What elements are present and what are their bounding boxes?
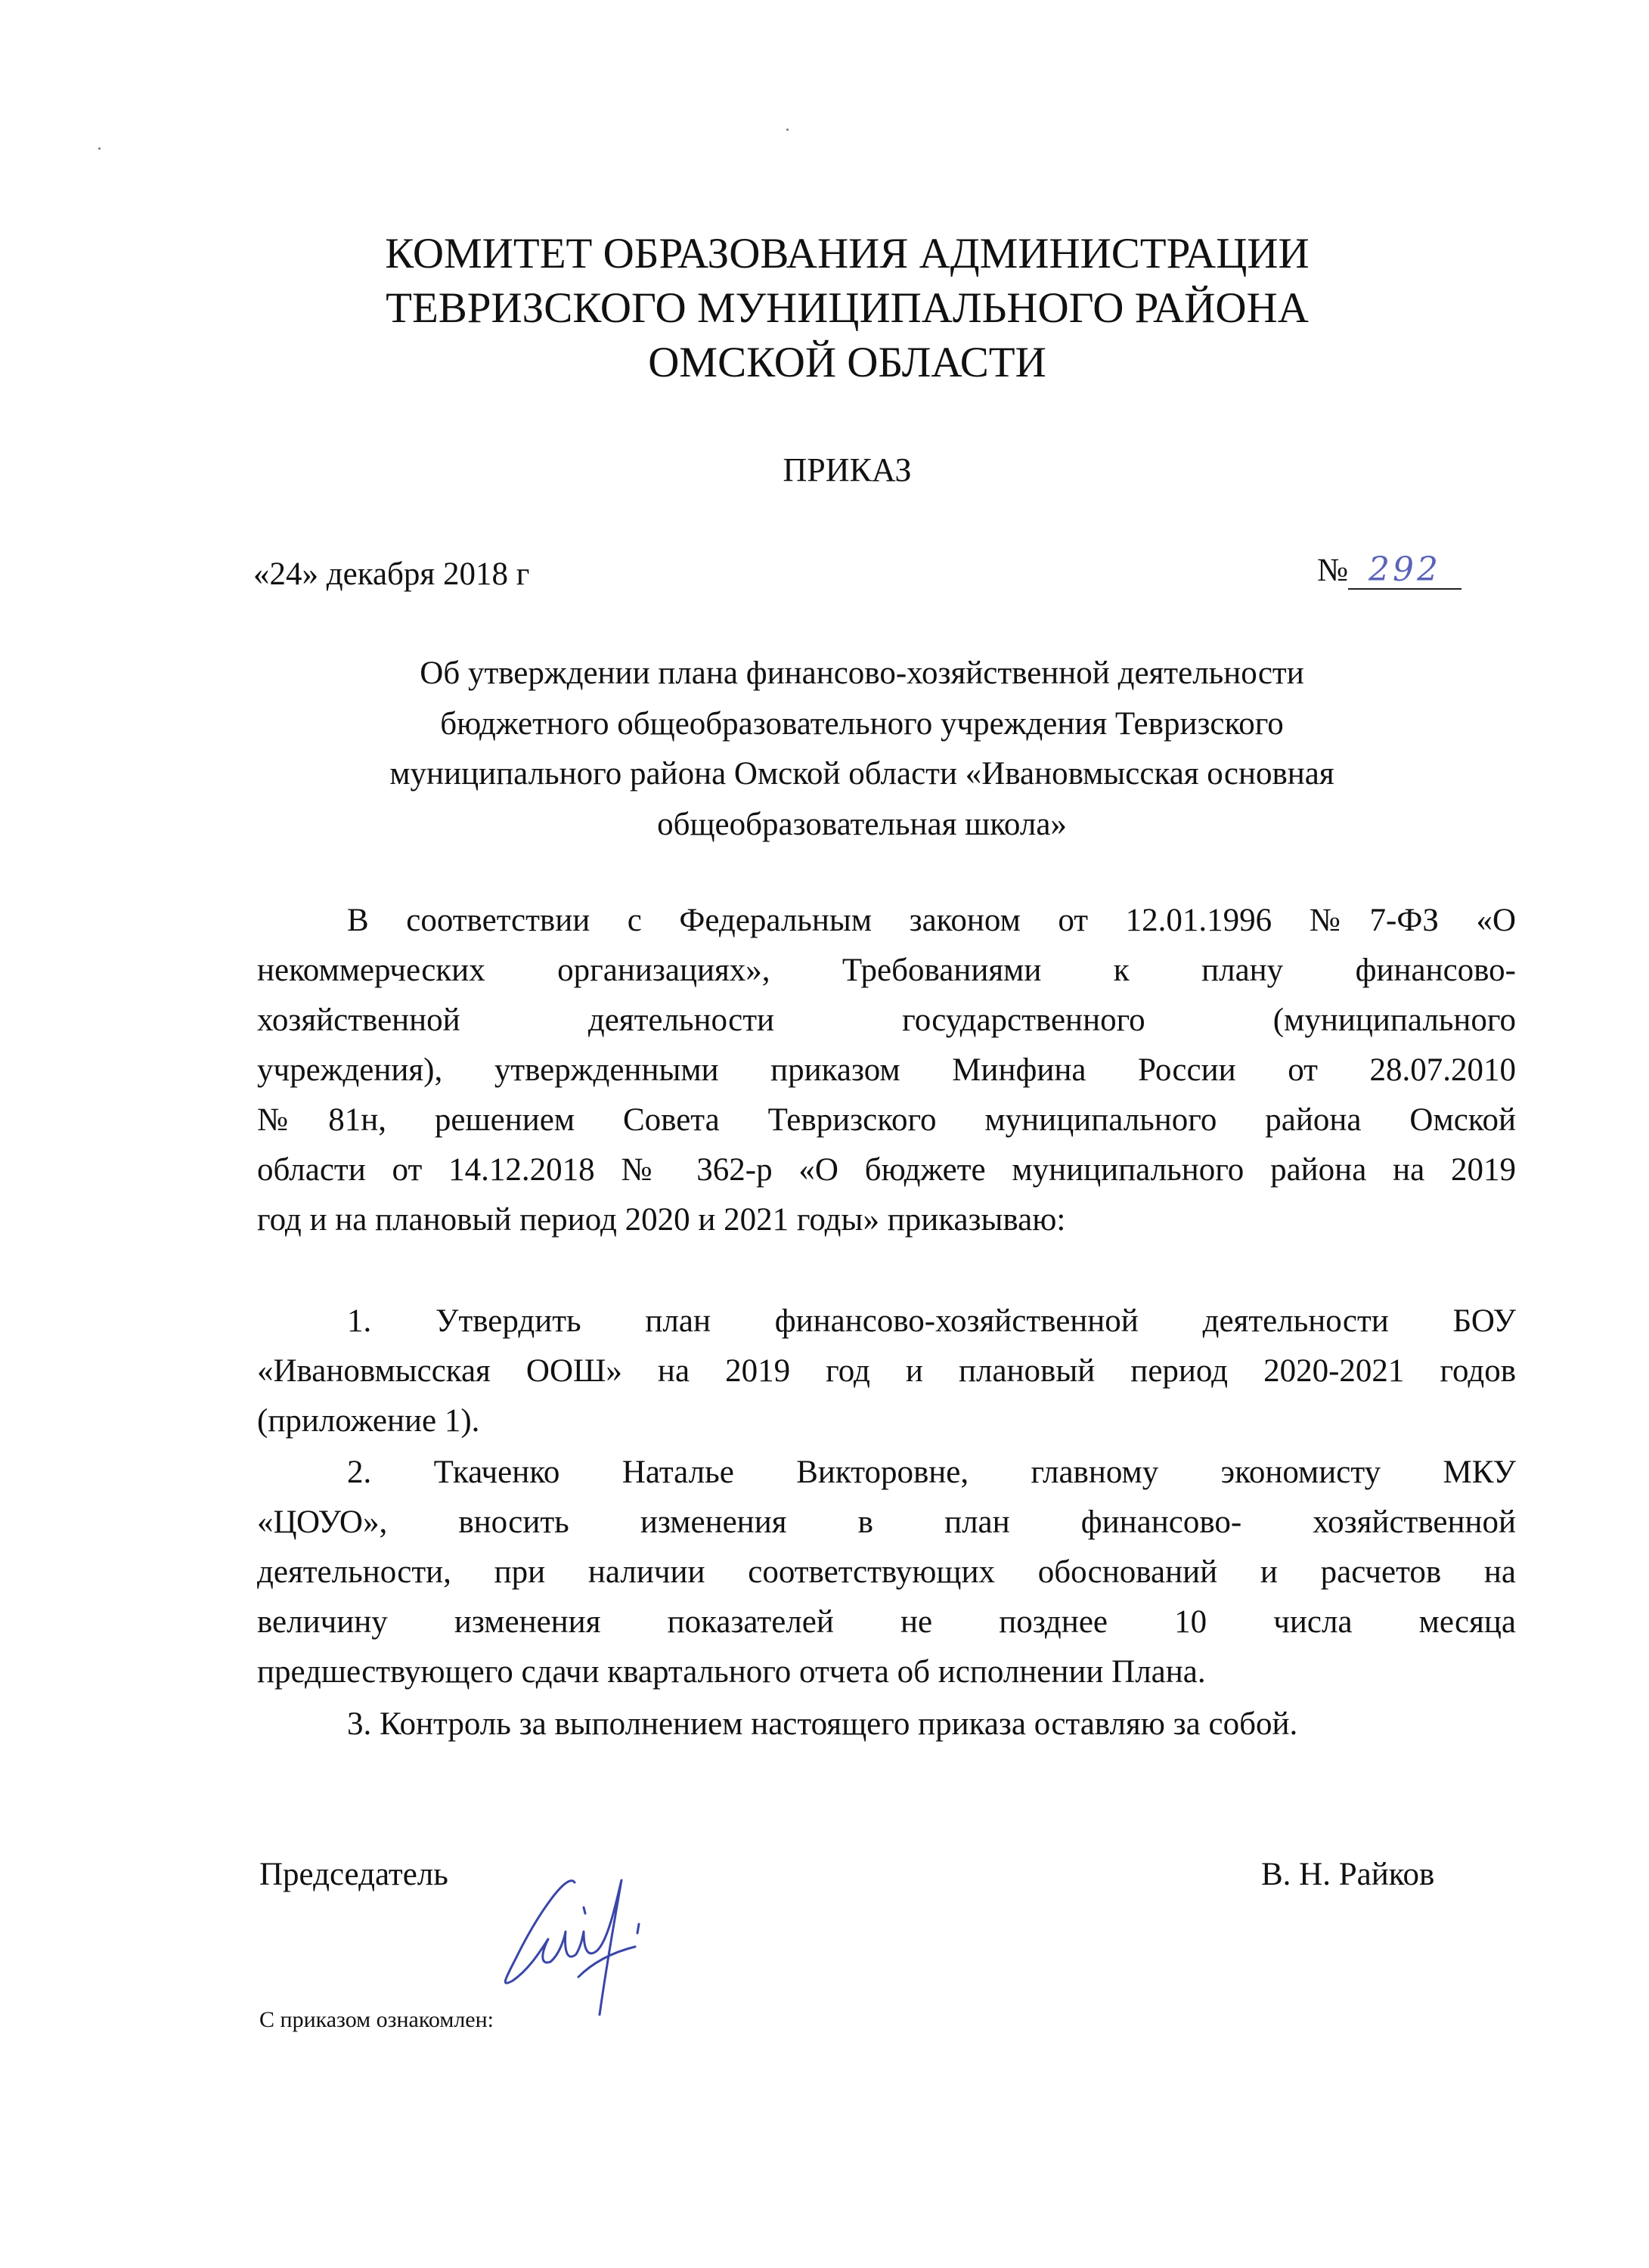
handwritten-signature (386, 1826, 764, 2022)
order-item-3 (257, 1699, 1516, 1749)
text-line: «Ивановмысская ООШ» на 2019 год и плановый период 2020-2021 годов (257, 1353, 1516, 1389)
subject-line: Об утверждении плана финансово-хозяйственной деятельности (420, 655, 1304, 691)
document-type: ПРИКАЗ (783, 451, 912, 488)
preamble-paragraph (257, 896, 1516, 1245)
text-line: 3. Контроль за выполнением настоящего приказа оставляю за собой. (347, 1706, 1298, 1742)
signatory-name: В. Н. Райков (1261, 1857, 1435, 1892)
title-line: ОМСКОЙ ОБЛАСТИ (648, 339, 1046, 386)
signatory-position: Председатель (259, 1857, 448, 1892)
order-subject (302, 649, 1421, 850)
scan-speck (98, 147, 101, 150)
order-item-1 (257, 1297, 1516, 1446)
title-line: КОМИТЕТ ОБРАЗОВАНИЯ АДМИНИСТРАЦИИ (385, 230, 1310, 277)
subject-line: муниципального района Омской области «Ивановмысская основная (389, 756, 1334, 792)
text-line: величину изменения показателей не позднее 10 числа месяца (257, 1604, 1516, 1640)
acknowledgement-label: С приказом ознакомлен: (259, 2007, 494, 2032)
order-date: «24» декабря 2018 г (253, 556, 530, 592)
title-line: ТЕВРИЗСКОГО МУНИЦИПАЛЬНОГО РАЙОНА (386, 284, 1309, 332)
text-line: учреждения), утвержденными приказом Минфина России от 28.07.2010 (257, 1052, 1516, 1088)
organization-title (0, 227, 1649, 390)
order-number (1317, 552, 1461, 590)
text-line: некоммерческих организациях», Требованиями к плану финансово- (257, 953, 1516, 988)
text-line: области от 14.12.2018 № 362-р «О бюджете муниципального района на 2019 (257, 1152, 1516, 1188)
text-line: предшествующего сдачи квартального отчета об исполнении Плана. (257, 1654, 1206, 1690)
text-line: В соответствии с Федеральным законом от 12.01.1996 №7-ФЗ «О (347, 903, 1516, 938)
text-line: год и на плановый период 2020 и 2021 годы» приказываю: (257, 1202, 1066, 1238)
handwritten-number: 292 (1348, 552, 1461, 590)
subject-line: общеобразовательная школа» (657, 806, 1067, 842)
number-label: № (1317, 553, 1349, 588)
scan-speck (786, 129, 789, 131)
text-line: «ЦОУО», вносить изменения в план финансово- хозяйственной (257, 1504, 1516, 1540)
text-line: 1. Утвердить план финансово-хозяйственной деятельности БОУ (347, 1303, 1516, 1339)
text-line: (приложение 1). (257, 1403, 480, 1439)
text-line: деятельности, при наличии соответствующих обоснований и расчетов на (257, 1554, 1516, 1590)
order-item-2 (257, 1448, 1516, 1697)
text-line: 2. Ткаченко Наталье Викторовне, главному экономисту МКУ (347, 1455, 1516, 1490)
text-line: хозяйственной деятельности государственного (муниципального (257, 1002, 1516, 1038)
subject-line: бюджетного общеобразовательного учреждения Тевризского (440, 705, 1284, 742)
text-line: №81н, решением Совета Тевризского муниципального района Омской (257, 1102, 1516, 1138)
